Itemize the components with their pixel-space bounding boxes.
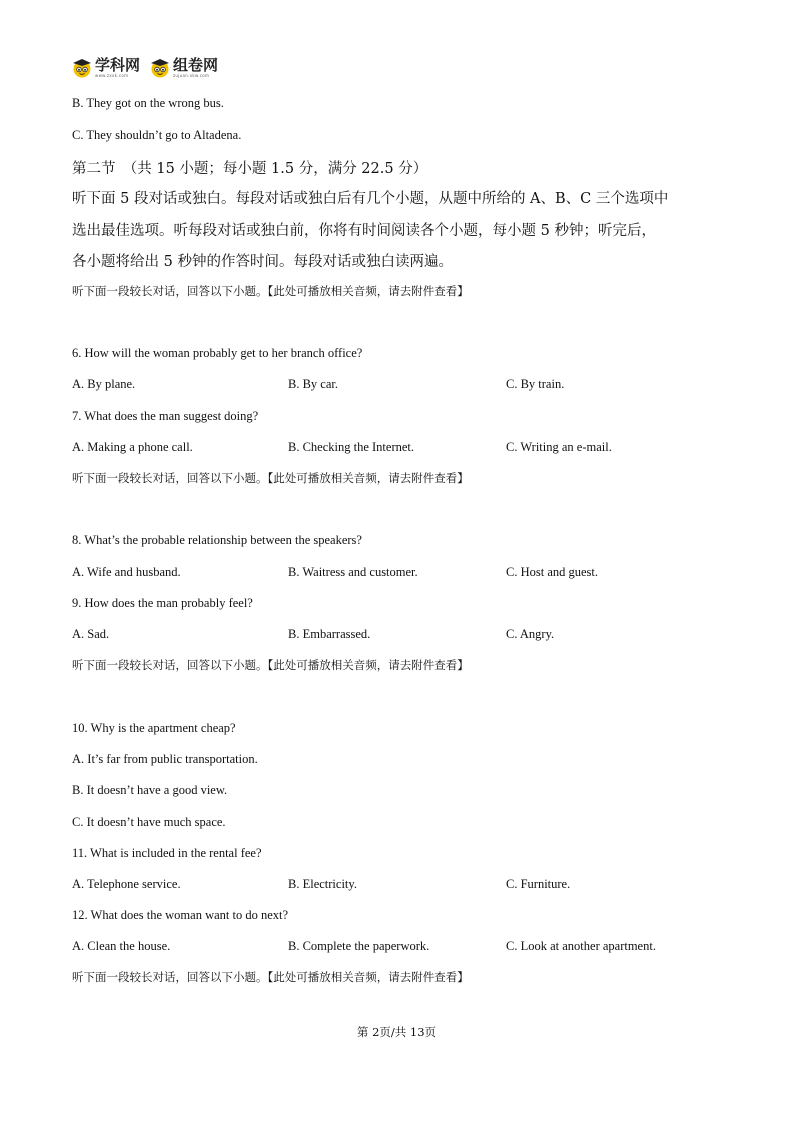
option-a: A. Telephone service.: [72, 877, 181, 891]
option-a: A. Clean the house.: [72, 939, 171, 953]
question-10: 10. Why is the apartment cheap?: [72, 721, 236, 735]
option-a: A. Wife and husband.: [72, 565, 181, 579]
option-a: A. By plane.: [72, 377, 136, 391]
logo-subtext: www.zxxk.com: [95, 73, 129, 78]
option-q10-b: B. It doesn’t have a good view.: [72, 783, 228, 797]
audio-notice: 听下面一段较长对话，回答以下小题。【此处可播放相关音频，请去附件查看】: [72, 284, 469, 298]
option-c: C. By train.: [506, 377, 565, 391]
instructions-line-1: 听下面 5 段对话或独白。每段对话或独白后有几个小题，从题中所给的 A、B、C 三个选项中: [72, 191, 669, 207]
option-c: C. Look at another apartment.: [506, 939, 656, 953]
option-c: C. Angry.: [506, 627, 555, 641]
option-b: B. Complete the paperwork.: [288, 939, 430, 953]
question-6: 6. How will the woman probably get to her branch office?: [72, 346, 363, 360]
audio-notice: 听下面一段较长对话，回答以下小题。【此处可播放相关音频，请去附件查看】: [72, 970, 469, 984]
question-12: 12. What does the woman want to do next?: [72, 908, 289, 922]
header-logos: [72, 58, 218, 78]
option-q5-c: C. They shouldn’t go to Altadena.: [72, 128, 242, 142]
option-b: B. Waitress and customer.: [288, 565, 418, 579]
question-11: 11. What is included in the rental fee?: [72, 846, 262, 860]
option-c: C. Host and guest.: [506, 565, 599, 579]
audio-notice: 听下面一段较长对话，回答以下小题。【此处可播放相关音频，请去附件查看】: [72, 658, 469, 672]
option-b: B. Electricity.: [288, 877, 357, 891]
mascot-icon: [72, 58, 92, 78]
zujuan-logo: [150, 58, 218, 78]
option-a: A. Sad.: [72, 627, 110, 641]
logo-text: 组卷网: [173, 56, 219, 74]
zxxk-logo: [72, 58, 140, 78]
option-a: A. Making a phone call.: [72, 440, 193, 454]
audio-notice: 听下面一段较长对话，回答以下小题。【此处可播放相关音频，请去附件查看】: [72, 471, 469, 485]
logo-subtext: zujuan.xkw.com: [173, 73, 210, 78]
option-b: B. Checking the Internet.: [288, 440, 415, 454]
section-title: 第二节 （共 15 小题；每小题 1.5 分，满分 22.5 分）: [72, 161, 428, 177]
instructions-line-3: 各小题将给出 5 秒钟的作答时间。每段对话或独白读两遍。: [72, 254, 453, 270]
mascot-icon: [150, 58, 170, 78]
question-7: 7. What does the man suggest doing?: [72, 409, 259, 423]
instructions-line-2: 选出最佳选项。听每段对话或独白前，你将有时间阅读各个小题，每小题 5 秒钟；听完后，: [72, 223, 656, 239]
option-q10-c: C. It doesn’t have much space.: [72, 815, 226, 829]
option-q5-b: B. They got on the wrong bus.: [72, 96, 224, 110]
option-b: B. By car.: [288, 377, 338, 391]
question-9: 9. How does the man probably feel?: [72, 596, 253, 610]
option-q10-a: A. It’s far from public transportation.: [72, 752, 258, 766]
option-b: B. Embarrassed.: [288, 627, 371, 641]
logo-text: 学科网: [95, 56, 141, 74]
question-8: 8. What’s the probable relationship between the speakers?: [72, 533, 362, 547]
option-c: C. Furniture.: [506, 877, 571, 891]
page-number: 第 2页/共 13页: [356, 1025, 437, 1039]
option-c: C. Writing an e-mail.: [506, 440, 612, 454]
